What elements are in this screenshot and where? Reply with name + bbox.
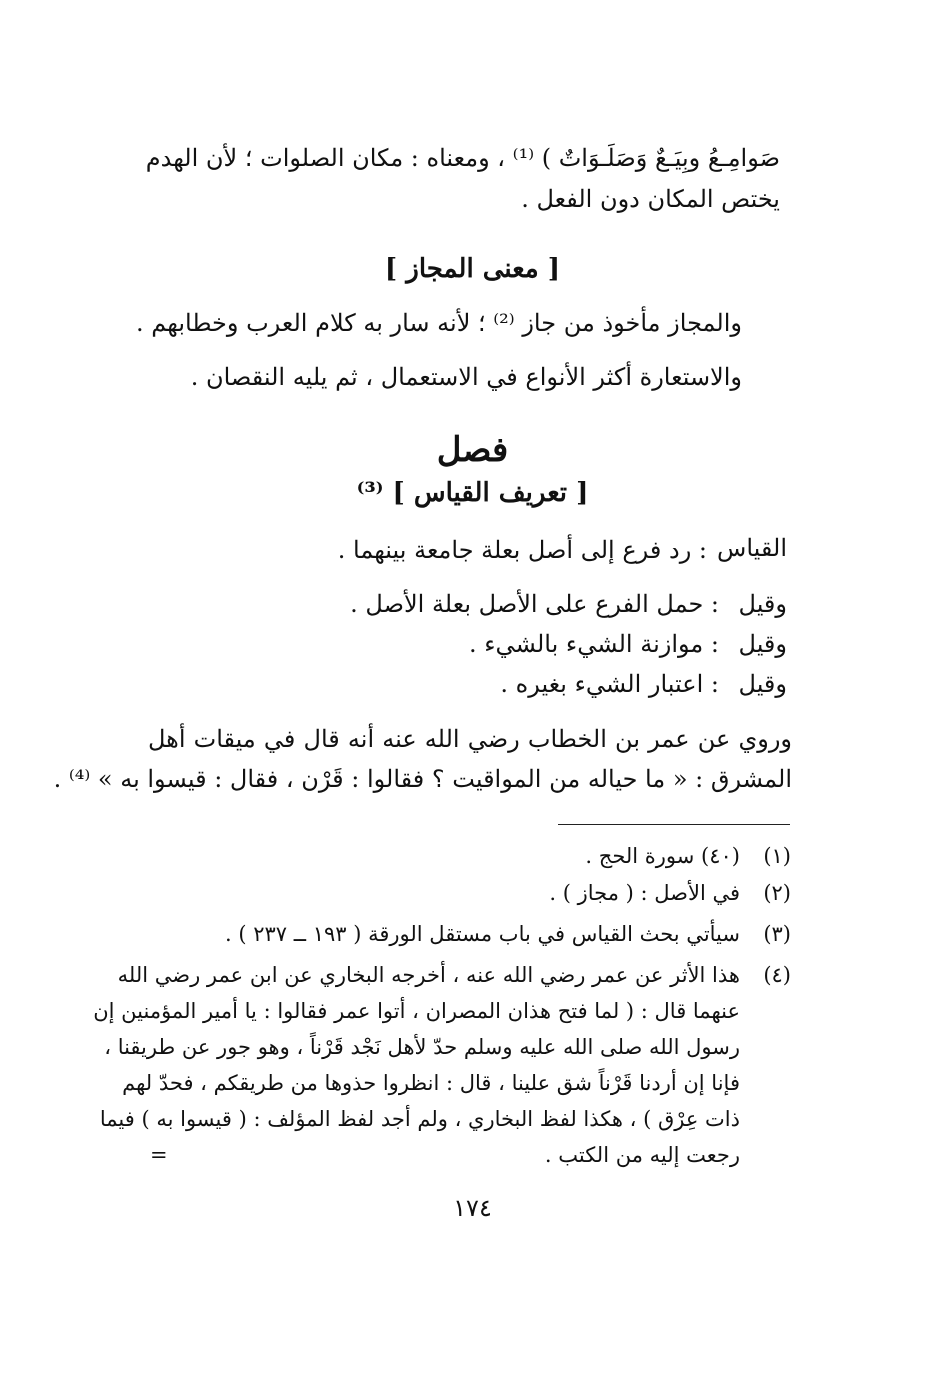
footnote-number-1: (١) xyxy=(763,844,791,868)
footnote-4-line-3: رسول الله صلى الله عليه وسلم حدّ لأهل نَجْد قَرْناً ، وهو جور عن طريقنا ، xyxy=(104,1035,740,1059)
definition-text-4: : اعتبار الشيء بغيره . xyxy=(500,670,719,698)
footnote-4-line-2: عنهما قال : ( لما فتح هذان المصران ، أتوا عمر فقالوا : يا أمير المؤمنين إن xyxy=(93,999,740,1023)
definition-label-2: وقيل xyxy=(738,590,787,618)
footnote-4-line-5: ذات عِرْق ) ، هكذا لفظ البخاري ، ولم أجد لفظ المؤلف : ( قيسوا به ) فيما xyxy=(99,1107,740,1131)
footnote-4-line-1: هذا الأثر عن عمر رضي الله عنه ، أخرجه البخاري عن ابن عمر رضي الله xyxy=(117,963,740,987)
section-heading-qiyas: [ تعريف القياس ] ⁽³⁾ xyxy=(356,478,589,508)
majaz-line-1: والمجاز مأخوذ من جاز ⁽²⁾ ؛ لأنه سار به كلام العرب وخطابهم . xyxy=(136,309,742,337)
footnote-4-line-4: فإنا إن أردنا قَرْناً شق علينا ، قال : انظروا حذوها من طريقكم ، فحدّ لهم xyxy=(122,1071,740,1095)
section-heading-majaz: [ معنى المجاز ] xyxy=(384,254,561,284)
footnote-number-4: (٤) xyxy=(763,963,791,987)
body-line-2: يختص المكان دون الفعل . xyxy=(521,185,780,213)
body-line-1: صَوامِـعُ وبِيَـعٌ وَصَلَـوَاتٌ ) ⁽¹⁾ ، ومعناه : مكان الصلوات ؛ لأن الهدم xyxy=(145,144,780,172)
report-line-1: وروي عن عمر بن الخطاب رضي الله عنه أنه قال في ميقات أهل xyxy=(148,725,792,753)
definition-text-2: : حمل الفرع على الأصل بعلة الأصل . xyxy=(350,590,719,618)
definition-term: القياس xyxy=(717,534,787,562)
definition-text-3: : موازنة الشيء بالشيء . xyxy=(469,630,719,658)
definition-label-3: وقيل xyxy=(738,630,787,658)
footnote-1: (٤٠) سورة الحج . xyxy=(585,844,740,868)
continuation-mark: = xyxy=(150,1143,168,1167)
footnote-number-2: (٢) xyxy=(763,881,791,905)
footnote-4-line-6: رجعت إليه من الكتب . xyxy=(544,1143,740,1167)
definition-text: : رد فرع إلى أصل بعلة جامعة بينهما . xyxy=(337,536,707,564)
footnote-number-3: (٣) xyxy=(763,922,791,946)
footnote-2: في الأصل : ( مجاز ) . xyxy=(549,881,740,905)
footnote-3: سيأتي بحث القياس في باب مستقل الورقة ( ١٩٣ ــ ٢٣٧ ) . xyxy=(224,922,740,946)
page-number: ١٧٤ xyxy=(453,1194,492,1222)
footnote-separator xyxy=(558,824,790,825)
majaz-line-2: والاستعارة أكثر الأنواع في الاستعمال ، ثم يليه النقصان . xyxy=(190,363,742,391)
report-line-2: المشرق : « ما حياله من المواقيت ؟ فقالوا : قَرْن ، فقال : قيسوا به » ⁽⁴⁾ . xyxy=(53,765,792,793)
chapter-title: فصل xyxy=(436,430,509,470)
definition-label-4: وقيل xyxy=(738,670,787,698)
